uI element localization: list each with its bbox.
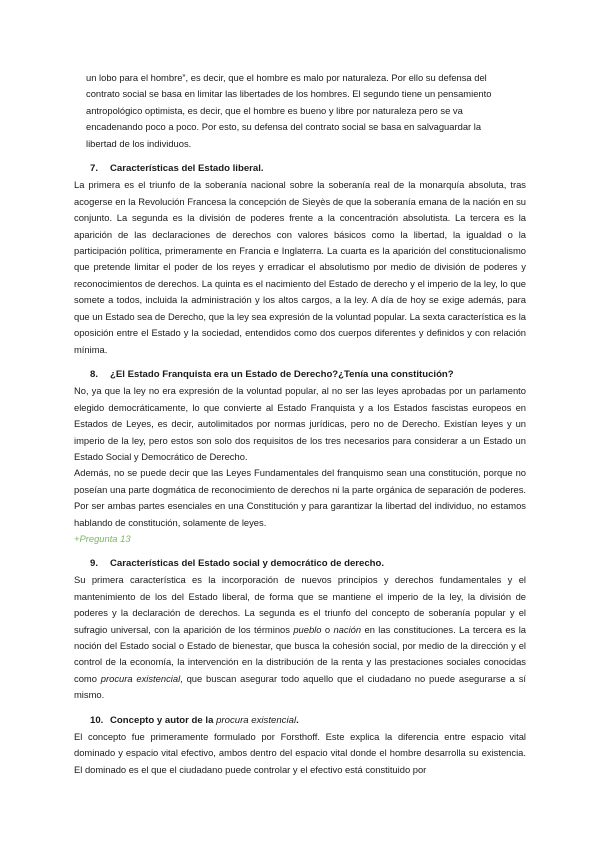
- section-9-text: , que buscan asegurar todo aquello que el ciudadano no puede asegurarse a sí mismo.: [74, 672, 527, 701]
- section-8-number: 8.: [90, 368, 99, 380]
- section-10-title-term: procura existencial: [216, 714, 297, 726]
- section-9-title: Características del Estado social y democrático de derecho.: [110, 557, 385, 569]
- pregunta-13-link[interactable]: +Pregunta 13: [74, 532, 131, 544]
- section-9-number: 9.: [90, 557, 99, 569]
- section-8-body-2: Además, no se puede decir que las Leyes Fundamentales del franquismo sean una constitución, porque no poseían una parte dogmática de reconocimiento de derechos ni la parte orgánica de separación de poderes. Por ser ambas partes esenciales en una Constitución y para garantizar la libertad del individuo, no estamos hablando de constitución, solamente de leyes.: [74, 467, 526, 528]
- section-8-heading: [74, 367, 526, 383]
- term-nacion: nación: [333, 623, 362, 635]
- section-7-heading: [74, 161, 526, 177]
- section-7-number: 7.: [90, 163, 99, 175]
- section-7-title: Características del Estado liberal.: [110, 163, 264, 175]
- section-10-number: 10.: [90, 714, 104, 726]
- section-10-body: El concepto fue primeramente formulado por Forsthoff. Este explica la diferencia entre espacio vital dominado y espacio vital efectivo, ambos dentro del espacio vital donde el hombre desarrolla su existencia. El dominado es el que el ciudadano puede controlar y el efectivo está constituido por: [74, 731, 526, 775]
- section-8-title: ¿El Estado Franquista era un Estado de Derecho?¿Tenía una constitución?: [110, 368, 454, 380]
- term-pueblo: pueblo: [293, 623, 322, 635]
- intro-paragraph: [74, 70, 526, 152]
- intro-line: antropológico optimista, es decir, que el hombre es bueno y libre por naturaleza pero se va: [86, 104, 463, 116]
- intro-line: un lobo para el hombre”, es decir, que el hombre es malo por naturaleza. Por ello su defensa del: [86, 72, 487, 83]
- section-10-title: Concepto y autor de la: [110, 714, 217, 726]
- term-procura-existencial: procura existencial: [100, 672, 181, 684]
- section-10-heading: [74, 713, 526, 729]
- intro-line: libertad de los individuos.: [86, 137, 192, 149]
- section-7-body: La primera es el triunfo de la soberanía nacional sobre la soberanía real de la monarquía absoluta, tras acogerse en la Revolución Francesa la concepción de Sieyès de que la soberanía emana de la nación en su conjunto. La segunda es la división de poderes frente a la concentración absolutista. La tercera es la aparición de las declaraciones de derechos con valores básicos como la libertad, la igualdad o la participación política, primeramente en Francia e Inglaterra. La cuarta es la aparición del constitucionalismo que pretende limitar el poder de los reyes y erradicar el absolutismo por medio de división de poderes y reconocimientos de derechos. La quinta es el nacimiento del Estado de derecho y el imperio de la ley, lo que somete a todos, incluida la administración y los altos cargos, a la ley. A día de hoy se exige además, para que un Estado sea de Derecho, que la ley sea expresión de la voluntad popular. La sexta característica es la oposición entre el Estado y la sociedad, entendidos como dos cuerpos diferentes y definidos y con relación mínima.: [74, 179, 526, 355]
- section-9-body: [74, 572, 526, 703]
- section-9-heading: [74, 556, 526, 572]
- section-9-text: o: [321, 623, 334, 635]
- section-10-title-end: .: [296, 714, 299, 726]
- section-9-text: en las constituciones. La tercera es la noción del Estado social o Estado de bienestar, que busca la cohesión social, por medio de la dirección y el control de la economía, la intervención en la distribución de la renta y las prestaciones sociales conocidas como: [74, 623, 526, 684]
- section-9-text: Su primera característica es la incorporación de nuevos principios y derechos fundamentales y el mantenimiento de los del Estado liberal, de forma que se mantiene el imperio de la ley, la división de poderes y la declaración de derechos. La segunda es el triunfo del concepto de soberanía popular y el sufragio universal, con la aparición de los términos: [74, 574, 526, 635]
- intro-line: contrato social se basa en limitar las libertades de los hombres. El segundo tiene un pensamiento: [86, 88, 492, 100]
- intro-line: encadenando poco a poco. Por esto, su defensa del contrato social se basa en salvaguardar la: [86, 121, 482, 133]
- section-8-body-1: No, ya que la ley no era expresión de la voluntad popular, al no ser las leyes aprobadas por un parlamento elegido democráticamente, lo que convierte al Estado Franquista y a los Estados fascistas europeos en Estados de Leyes, es decir, autolimitados por normas jurídicas, pero no de Derecho. Existían leyes y un imperio de la ley, pero estos son solo dos requisitos de los tres necesarios para considerar a un Estado un Estado Social y Democrático de Derecho.: [74, 385, 526, 462]
